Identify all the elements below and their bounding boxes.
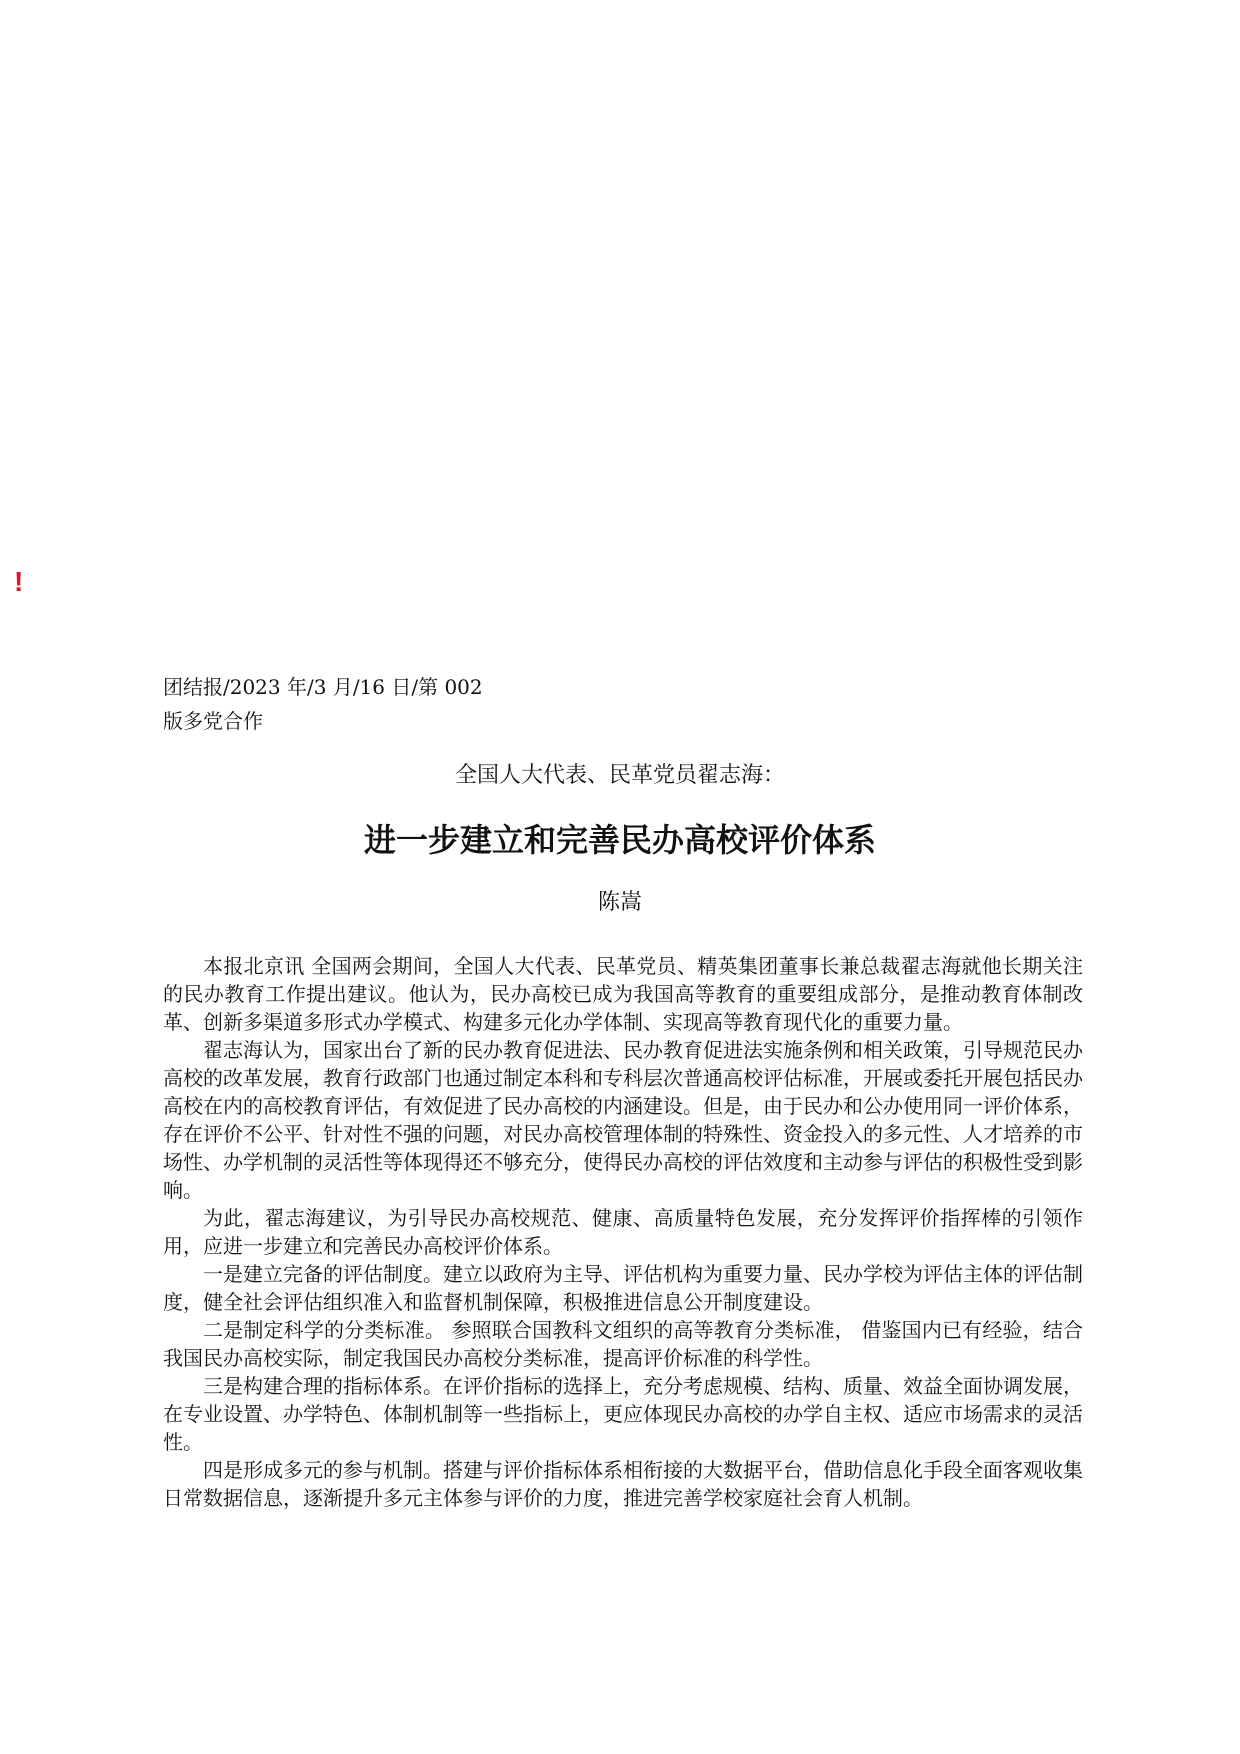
paragraph: 三是构建合理的指标体系。在评价指标的选择上，充分考虑规模、结构、质量、效益全面协调发展，在专业设置、办学特色、体制机制等一些指标上，更应体现民办高校的办学自主权、适应市场需求的灵活性。: [163, 1374, 1083, 1454]
paragraph: 为此，翟志海建议，为引导民办高校规范、健康、高质量特色发展，充分发挥评价指挥棒的引领作用，应进一步建立和完善民办高校评价体系。: [163, 1206, 1083, 1258]
kicker-title: 全国人大代表、民革党员翟志海：: [454, 763, 785, 788]
headline: 进一步建立和完善民办高校评价体系: [363, 821, 876, 859]
paragraph: 一是建立完备的评估制度。建立以政府为主导、评估机构为重要力量、民办学校为评估主体的评估制度，健全社会评估组织准入和监督机制保障，积极推进信息公开制度建设。: [163, 1262, 1083, 1314]
paragraph: 翟志海认为，国家出台了新的民办教育促进法、民办教育促进法实施条例和相关政策，引导规范民办高校的改革发展，教育行政部门也通过制定本科和专科层次普通高校评估标准，开展或委托开展包括民办高校在内的高校教育评估，有效促进了民办高校的内涵建设。但是，由于民办和公办使用同一评价体系，存在评价不公平、针对性不强的问题，对民办高校管理体制的特殊性、资金投入的多元性、人才培养的市场性、办学机制的灵活性等体现得还不够充分，使得民办高校的评估效度和主动参与评估的积极性受到影响。: [163, 1038, 1083, 1202]
paragraph: 四是形成多元的参与机制。搭建与评价指标体系相衔接的大数据平台，借助信息化手段全面客观收集日常数据信息，逐渐提升多元主体参与评价的力度，推进完善学校家庭社会育人机制。: [163, 1458, 1083, 1510]
article-body: [163, 952, 1083, 1512]
source-line: 团结报/2023 年/3 月/16 日/第 002 版多党合作: [163, 675, 483, 733]
alert-mark: !: [14, 566, 24, 597]
paragraph: 本报北京讯 全国两会期间，全国人大代表、民革党员、精英集团董事长兼总裁翟志海就他长期关注的民办教育工作提出建议。他认为，民办高校已成为我国高等教育的重要组成部分，是推动教育体制改革、创新多渠道多形式办学模式、构建多元化办学体制、实现高等教育现代化的重要力量。: [163, 954, 1083, 1034]
author: 陈嵩: [597, 890, 642, 915]
paragraph: 二是制定科学的分类标准。 参照联合国教科文组织的高等教育分类标准， 借鉴国内已有经验，结合我国民办高校实际，制定我国民办高校分类标准，提高评价标准的科学性。: [163, 1318, 1083, 1370]
